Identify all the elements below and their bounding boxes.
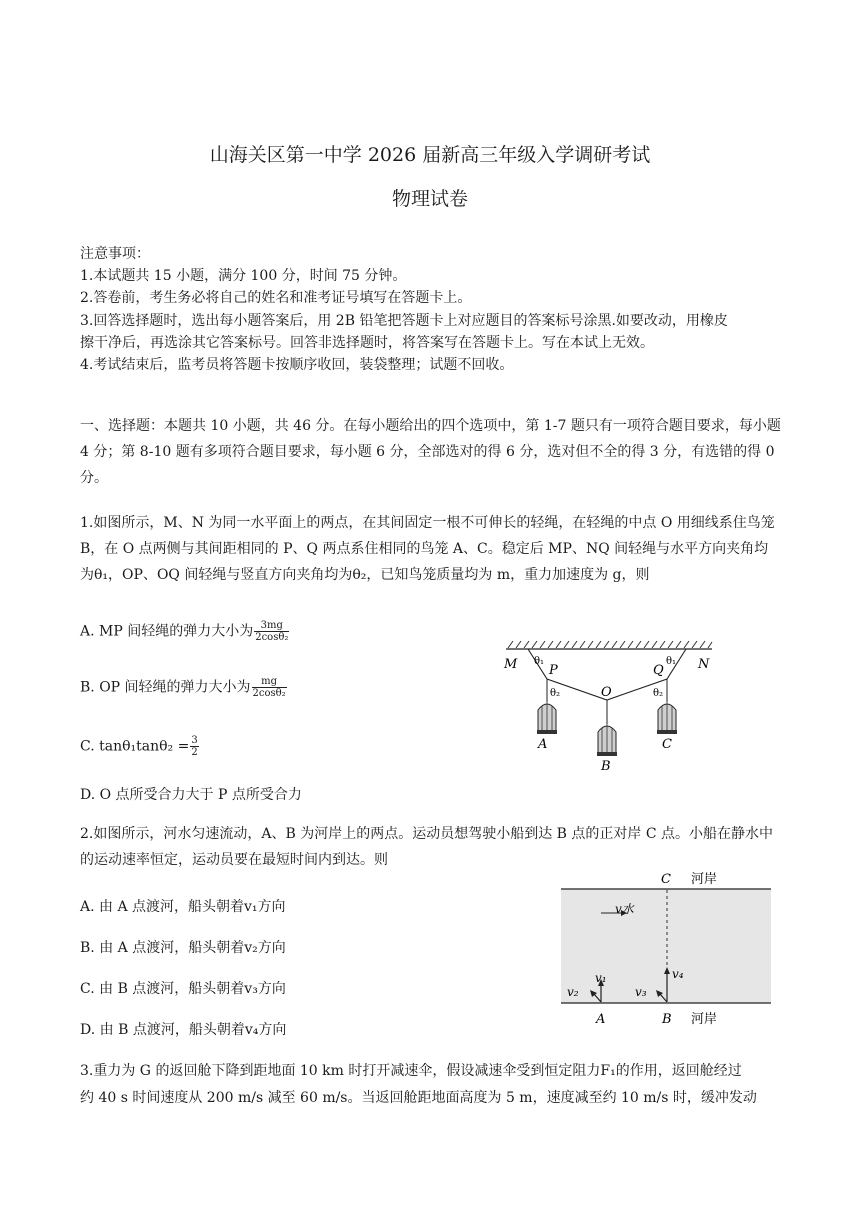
label-v1: v₁: [595, 971, 607, 985]
label-bank-bottom: 河岸: [691, 1012, 718, 1027]
fraction: [252, 676, 287, 699]
question-1-option-d: D. O 点所受合力大于 P 点所受合力: [80, 787, 302, 803]
exam-subtitle: 物理试卷: [391, 188, 468, 210]
fraction-denominator: 2: [191, 747, 198, 758]
exam-title: 山海关区第一中学 2026 届新高三年级入学调研考试: [209, 144, 651, 166]
cage-a: [537, 702, 557, 734]
label-theta1-left: θ₁: [534, 656, 545, 667]
label-p: P: [549, 663, 558, 678]
fraction: [254, 620, 289, 643]
notice-item: 1.本试题共 15 小题，满分 100 分，时间 75 分钟。: [80, 268, 407, 284]
question-2-stem: 2.如图所示，河水匀速流动，A、B 为河岸上的两点。运动员想驾驶小船到达 B 点的正对岸 C 点。小船在静水中的运动速率恒定，运动员要在最短时间内到达。则: [80, 826, 774, 868]
label-o: O: [601, 685, 612, 700]
question-1-option-c: [80, 735, 199, 758]
ceiling-hatch: [508, 641, 712, 648]
fraction-denominator: 2cosθ₂: [252, 688, 286, 699]
label-a: A: [596, 1012, 606, 1027]
question-2-option-c: C. 由 B 点渡河，船头朝着v₃方向: [80, 981, 286, 997]
option-b-text: B. OP 间轻绳的弹力大小为: [80, 679, 251, 696]
question-2-option-d: D. 由 B 点渡河，船头朝着v₄方向: [80, 1022, 287, 1038]
question-2-option-a: A. 由 A 点渡河，船头朝着v₁方向: [80, 899, 286, 915]
question-1-option-a: [80, 620, 289, 643]
notice-heading: 注意事项：: [80, 246, 150, 262]
notice-item: 3.回答选择题时，选出每小题答案后，用 2B 铅笔把答题卡上对应题目的答案标号涂黑.如要改动，用橡皮: [80, 313, 728, 329]
label-c: C: [661, 872, 671, 887]
label-m: M: [504, 657, 518, 672]
fraction-numerator: 3mg: [254, 620, 289, 632]
label-v3: v₃: [635, 985, 647, 999]
label-v-water: v水: [615, 902, 634, 916]
label-v4: v₄: [672, 967, 684, 981]
section-instructions: 一、选择题：本题共 10 小题，共 46 分。在每小题给出的四个选项中，第 1-7 题只有一项符合题目要求，每小题 4 分；第 8-10 题有多项符合题目要求，每小题 6 分，全部选对的得 6 分，选对但不全的得 3 分，有选错的得 0 分。: [80, 418, 781, 486]
option-c-text: C. tanθ₁tanθ₂ =: [80, 738, 190, 755]
label-n: N: [698, 657, 710, 672]
label-q: Q: [653, 663, 664, 678]
label-theta1-right: θ₁: [666, 656, 677, 667]
notice-item: 擦干净后，再选涂其它答案标号。回答非选择题时，将答案写在答题卡上。写在本试上无效。: [80, 335, 654, 351]
figure-river: [555, 868, 777, 1028]
notice-item: 4.考试结束后，监考员将答题卡按顺序收回，装袋整理；试题不回收。: [80, 357, 514, 373]
fraction: [190, 735, 198, 758]
fraction-numerator: 3: [191, 735, 198, 746]
cage-b: [597, 724, 617, 756]
label-cage-b: B: [601, 759, 611, 774]
label-v2: v₂: [567, 985, 579, 999]
question-3-line-1: 3.重力为 G 的返回舱下降到距地面 10 km 时打开减速伞，假设减速伞受到恒定阻力F₁的作用，返回舱经过: [80, 1063, 742, 1079]
question-3-line-2: 约 40 s 时间速度从 200 m/s 减至 60 m/s。当返回舱距地面高度为 5 m，速度减至约 10 m/s 时，缓冲发动: [80, 1090, 757, 1106]
notice-item: 2.答卷前，考生务必将自己的姓名和准考证号填写在答题卡上。: [80, 290, 472, 306]
label-cage-a: A: [538, 737, 548, 752]
figure-birdcages: [500, 638, 720, 776]
label-b: B: [662, 1012, 672, 1027]
question-1-option-b: [80, 676, 287, 699]
question-1-stem: 1.如图所示，M、N 为同一水平面上的两点，在其间固定一根不可伸长的轻绳，在轻绳的中点 O 用细线系住鸟笼 B，在 O 点两侧与其间距相同的 P、Q 两点系住相同的鸟笼 A、C。稳定后 MP、NQ 间轻绳与水平方向夹角均为θ₁，OP、OQ 间轻绳与竖直方向夹角均为θ₂，已知鸟笼质量均为 m，重力加速度为 g，则: [80, 515, 775, 583]
option-a-text: A. MP 间轻绳的弹力大小为: [80, 623, 254, 640]
fraction-denominator: 2cosθ₂: [255, 632, 289, 643]
label-theta2-right: θ₂: [653, 688, 664, 699]
label-bank-top: 河岸: [691, 872, 718, 887]
cage-c: [657, 702, 677, 734]
label-cage-c: C: [662, 737, 672, 752]
question-2-option-b: B. 由 A 点渡河，船头朝着v₂方向: [80, 940, 286, 956]
label-theta2-left: θ₂: [550, 688, 561, 699]
fraction-numerator: mg: [252, 676, 287, 688]
river-water: [561, 889, 771, 1003]
